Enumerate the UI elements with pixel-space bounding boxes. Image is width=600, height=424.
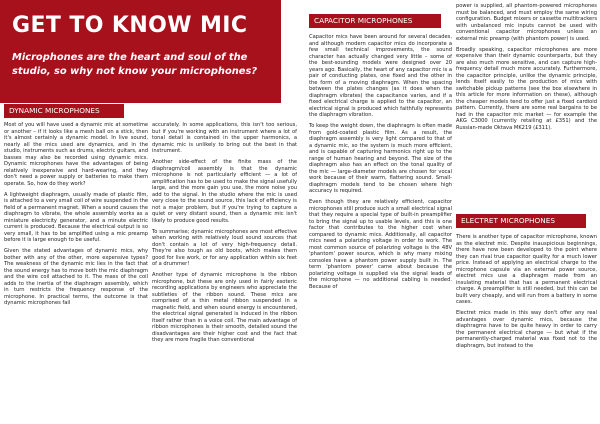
paragraph: accurately. In some applications, this isn't too serious, but if you're working with an instrument where a lot of tonal detail is contained in the upper harmonics, a dynamic mic is unlikely to bring out the best in that instrument. [152, 122, 297, 154]
electret-microphones-heading: ELECTRET MICROPHONES [456, 214, 586, 228]
capacitor-column-2 [456, 3, 597, 208]
paragraph: To keep the weight down, the diaphragm is often made from gold-coated plastic film. As a result, the diaphragm assembly is very light compared to that of a dynamic mic, so the system is much more efficient, and is capable of capturing harmonics right up to the range of human hearing and beyond. The size of the diaphragm also has an effect on the tonal quality of the mic — large-diameter models are chosen for vocal work because of their warm, flattering sound. Small-diaphragm models tend to be chosen where high accuracy is required. [309, 123, 452, 195]
paragraph: Given the stated advantages of dynamic mics, why bother with any of the other, more expensive types? The weakness of the dynamic mic lies in the fact that the sound energy has to move both the mic diaphragm and the wire coil attached to it. The mass of the coil adds to the inertia of the diaphragm assembly, which in turn restricts the frequency response of the microphone. In practical terms, the outcome is that dynamic microphones fail [4, 248, 148, 307]
dynamic-column-2 [152, 122, 297, 422]
paragraph: Broadly speaking, capacitor microphones are more expensive than their dynamic counterparts, but they are also much more sensitive, and can capture high-frequency detail much more accurately. Furthermore, the capacitor principle, unlike the dynamic principle, lends itself easily to the production of mics with switchable pickup patterns (see the box elsewhere in this article for more information on these), although the cheaper models tend to offer just a fixed cardioid pattern. Currently, there are some real bargains to be had in the capacitor mic market — for example the AKG C3000 (currently retailing at £351) and the Russian-made Oktava MK219 (£311). [456, 46, 597, 131]
paragraph: Electret mics made in this way don't offer any real advantages over dynamic mics, because the diaphragms have to be quite heavy in order to carry the permanent electrical charge — but what if the permanently-charged material was fixed not to the diaphragm, but instead to the [456, 310, 597, 349]
dynamic-column-1 [4, 122, 148, 422]
capacitor-column-1 [309, 34, 452, 422]
electret-column [456, 234, 597, 422]
paragraph: There is another type of capacitor microphone, known as the electret mic. Despite inauspicious beginnings, there have now been developed to the point where they can rival true capacitor quality for a much lower price. Instead of applying an electrical charge to the microphone capsule via an external power source, electret mics use a diaphragm made from an insulating material that has a permanent electrical charge. A preamplifier is still needed, but this can be built very cheaply, and will run from a battery in some cases. [456, 234, 597, 305]
paragraph: A lightweight diaphragm, usually made of plastic film, is attached to a very small coil of wire suspended in the field of a permanent magnet. When a sound causes the diaphragm to vibrate, the whole assembly works as a miniature electricity generator, and a minute electric current is produced. Because the electrical output is so very small, it has to be amplified using a mic preamp before it is large enough to be useful. [4, 191, 148, 244]
capacitor-microphones-heading: CAPACITOR MICROPHONES [309, 14, 441, 28]
article-subtitle: Microphones are the heart and soul of the studio, so why not know your microphones? [12, 52, 258, 77]
dynamic-microphones-heading: DYNAMIC MICROPHONES [4, 104, 124, 118]
article-title: GET TO KNOW MIC [12, 13, 248, 38]
paragraph: Another type of dynamic microphone is the ribbon microphone, but these are only used in fairly esoteric recording applications by engineers who appreciate the subtleties of the ribbon sound. These mics are comprised of a thin metal ribbon suspended in a magnetic field, and when sound energy is encountered, the electrical signal generated is induced in the ribbon itself rather than in a voice coil. The main advantage of ribbon microphones is their smooth, detailed sound the disadvantages are their higher cost and the fact that they are more fragile than conventional [152, 272, 297, 344]
paragraph: Most of you will have used a dynamic mic at sometime or another – if it looks like a mesh ball on a stick, then it's almost certainly a dynamic model. In live sound, nearly all the mics used are dynamics, and in the studio, instruments such as drums, electric guitars, and basses may also be recorded using dynamic mics. Dynamic microphones have the advantages of being relatively inexpensive and hard-wearing, and they don't need a power supply or batteries to make them operate. So, how do they work? [4, 122, 148, 187]
paragraph: Capacitor mics have been around for several decades, and although modern capacitor mics do incorporate a few small technical improvements, the sound character has actually changed very little – some of the best-sounding models were designed over 20 years ago. Basically, the heart of any capacitor mic is a pair of conducting plates, one fixed and the other in the form of a moving diaphragm. When the spacing between the plates changes (as it does when the diaphragm vibrates) the capacitance varies, and if a fixed electrical charge is applied to the capacitor, an electrical signal is produced which faithfully represents the diaphragm vibration. [309, 34, 452, 118]
paragraph: Another side-effect of the finite mass of the diaphragm/coil assembly is that the dynamic microphone is not particularly efficient — a lot of amplification has to be used to make the signal usefully large, and the more gain you use, the more noise you add to the signal. In the studio where the mic is used very close to the sound source, this lack of efficiency is not a major problem, but if you're trying to capture a quiet or very distant sound, then a dynamic mic isn't likely to produce good results. [152, 159, 297, 224]
paragraph: Even though they are relatively efficient, capacitor microphones still produce such a small electrical signal that they require a special type of built-in preamplifier to bring the signal up to usable levels, and this is one factor that contributes to the higher cost when compared to dynamic mics. Additionally, all capacitor mics need a polarizing voltage in order to work. The most common source of polarizing voltage is the 48V 'phantom' power source, which is why many mixing consoles have a phantom power supply built in. The term 'phantom power' came about because the polarizing voltage is supplied via the signal leads of the microphone — no additional cabling is needed. Because of [309, 199, 452, 290]
paragraph: power is supplied, all phantom-powered microphones must be balanced, and must employ the same wiring configuration. Budget mixers or cassette multitrackers with unbalanced mic inputs cannot be used with conventional capacitor microphones unless an external mic preamp (with phantom power) is used. [456, 3, 597, 42]
title-banner [0, 0, 281, 103]
paragraph: To summarise; dynamic microphones are most effective when working with relatively loud sound sources that don't contain a lot of very high-frequency detail. They're also tough as old boots, which makes them good for live work, or for any application within six feet of a drummer! [152, 228, 297, 268]
